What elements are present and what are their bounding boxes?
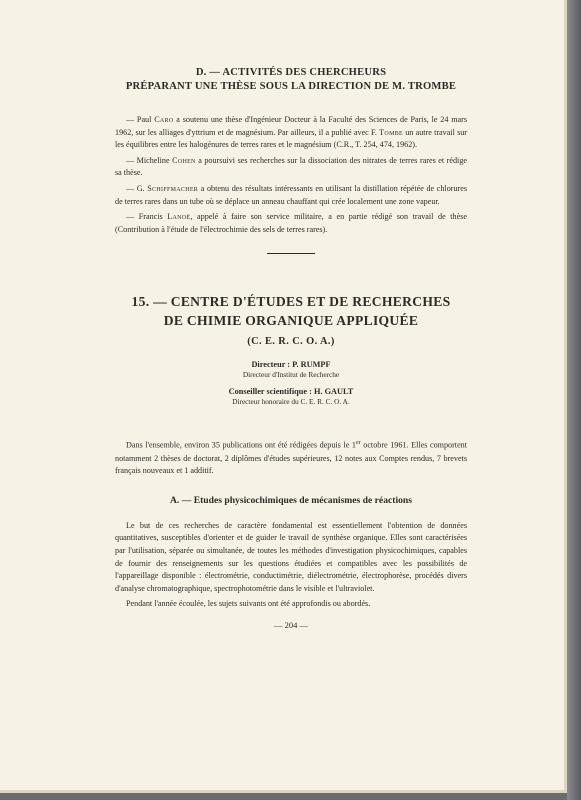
paragraph-cohen: — Micheline Cohen a poursuivi ses recherches sur la dissociation des nitrates de terres rares et rédige sa thèse. (115, 155, 467, 178)
director-line: Directeur : P. RUMPF (251, 360, 331, 370)
paragraph-caro: — Paul Caro a soutenu une thèse d'Ingénieur Docteur à la Faculté des Sciences de Paris, le 24 mars 1962, sur les alliages d'yttrium et de magnésium. Par ailleurs, il a publié avec F. Tombe un autre travail sur les équilibres entre les halogénures de terres rares et le magnésium (C.R., T. 254, 474, 1962). (115, 115, 468, 150)
advisor-role: Directeur honoraire du C. E. R. C. O. A. (232, 397, 350, 407)
page-content (115, 66, 467, 630)
section-d-title-line2: PRÉPARANT UNE THÈSE SOUS LA DIRECTION DE M. TROMBE (125, 81, 457, 92)
scan-background-edge (567, 0, 581, 800)
advisor-line: Conseiller scientifique : H. GAULT (228, 387, 354, 397)
director-role: Directeur d'Institut de Recherche (242, 370, 340, 380)
section-a-title: A. — Etudes physicochimiques de mécanismes de réactions (170, 494, 412, 506)
section-a-paragraph-1: Le but de ces recherches de caractère fondamental est essentiellement l'obtention de données quantitatives, susceptibles d'orienter et de guider le travail de synthèse organique. Elles sont caractérisées par l'utilisation, séparée ou simultanée, de toutes les méthodes d'investigation physicochimiques, capables de fournir des renseignements sur les questions étudiées et compatibles avec les possibilités de l'appareillage disponible : électrométrie, conductimétrie, diélectrométrie, électrophorèse, procédés divers d'analyse chromatographique, spectrophotométrie dans le visible et l'ultraviolet. (115, 520, 467, 593)
section-15-title-line1: 15. — CENTRE D'ÉTUDES ET DE RECHERCHES (131, 294, 451, 310)
section-15-acronym: (C. E. R. C. O. A.) (247, 336, 335, 348)
section-15-title-line2: DE CHIMIE ORGANIQUE APPLIQUÉE (163, 313, 419, 329)
section-d-title-line1: D. — ACTIVITÉS DES CHERCHEURS (195, 67, 387, 78)
section-a-paragraph-2: Pendant l'année écoulée, les sujets suivants ont été approfondis ou abordés. (126, 599, 371, 609)
paragraph-schiffmacher: — G. Schiffmacher a obtenu des résultats intéressants en utilisant la distillation répétée de chlorures de terres rares dans un tube où se déplace un anneau chauffant qui crée localement une zone vapeur. (115, 183, 468, 206)
page-number: — 204 — (274, 620, 308, 630)
summary-paragraph: Dans l'ensemble, environ 35 publications ont été rédigées depuis le 1er octobre 1961. Elles comportent notamment 2 thèses de doctorat, 2 diplômes d'études supérieures, 12 notes aux Comptes rendus, 7 brevets français nouveaux et 1 additif. (115, 440, 467, 476)
paragraph-lanoe: — Francis Lanoë, appelé à faire son service militaire, a en partie rédigé son travail de thèse (Contribution à l'étude de l'électrochimie des sels de terres rares). (115, 212, 467, 234)
